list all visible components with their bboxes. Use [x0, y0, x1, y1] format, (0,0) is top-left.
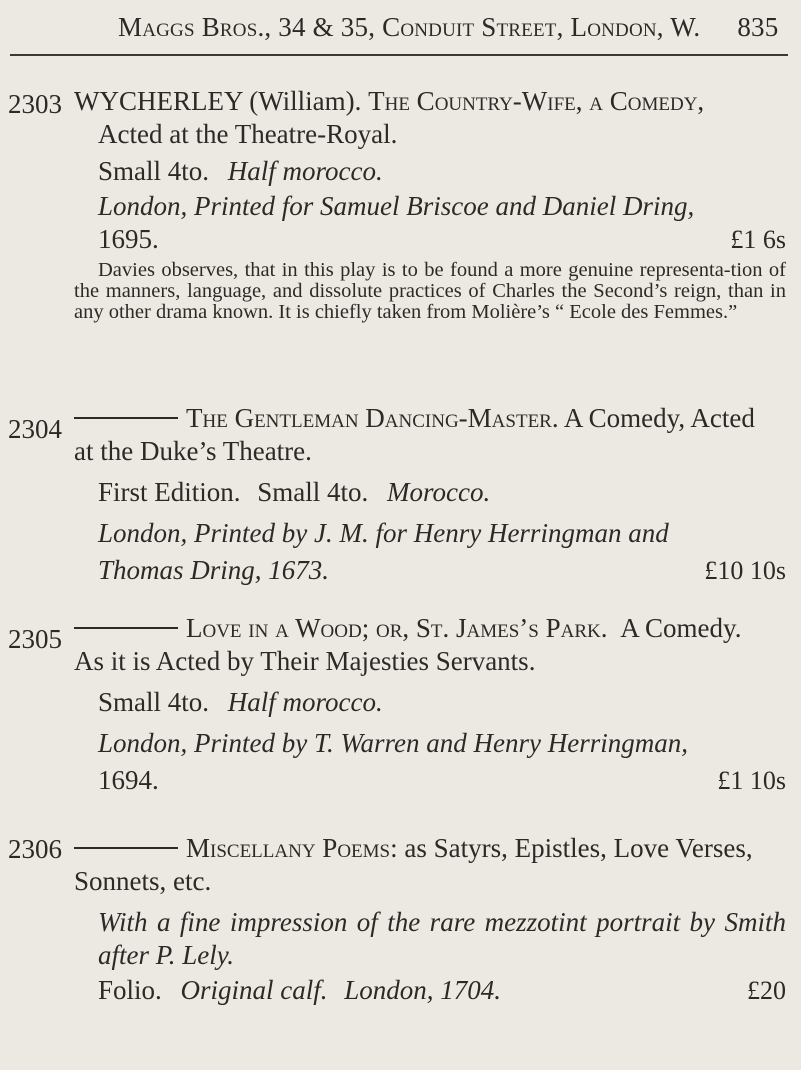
entry-binding: Original calf.: [180, 975, 328, 1005]
entry-title-main: Love in a Wood; or, St. James’s Park.: [186, 613, 608, 643]
entry-title: [74, 612, 786, 645]
entry-title-rest: A Comedy, Acted: [563, 403, 755, 433]
entry-title: [74, 85, 786, 118]
entry-price: £20: [747, 976, 786, 1005]
entry-title-cont: Acted at the Theatre-Royal.: [98, 119, 398, 149]
entry-year: 1694.: [98, 765, 159, 795]
entry-format: Small 4to.: [257, 477, 369, 507]
ditto-dash: [74, 847, 178, 849]
entry-format-line: [98, 686, 786, 719]
ditto-dash: [74, 627, 178, 629]
entry-binding: Half morocco.: [227, 687, 383, 717]
page-number: 835: [737, 12, 779, 42]
entry-binding: Half morocco.: [227, 156, 383, 186]
entry-imprint-row: [98, 764, 786, 797]
header-text: Maggs Bros., 34 & 35, Conduit Street, London, W.: [118, 12, 701, 42]
entry-number: 2305: [8, 624, 62, 654]
entry-format: Small 4to.: [98, 156, 210, 186]
entry-imprint: London, 1704.: [344, 975, 502, 1005]
entry-format: Small 4to.: [98, 687, 210, 717]
entry-format-line: [98, 476, 786, 509]
entry-number: 2306: [8, 834, 62, 864]
entry-title-cont: As it is Acted by Their Majesties Servants.: [74, 646, 536, 676]
entry-format-line: [98, 974, 501, 1007]
entry-note: Davies observes, that in this play is to be found a more genuine representa-tion of the manners, language, and dissolute practices of Charles the Second’s reign, than in any other drama known. It is chiefly taken from Molière’s “ Ecole des Femmes.”: [74, 259, 786, 323]
entry-title-rest: A Comedy.: [620, 613, 742, 643]
entry-title-main: The Gentleman Dancing-Master.: [186, 403, 559, 433]
entry-format-line: [98, 155, 786, 188]
entry-number: 2303: [8, 89, 62, 119]
entry-imprint: London, Printed by T. Warren and Henry Herringman,: [98, 728, 688, 758]
entry-imprint-row: [98, 554, 786, 587]
entry-title-cont: Sonnets, etc.: [74, 866, 212, 896]
entry-year: 1695.: [98, 224, 159, 254]
entry-binding: Morocco.: [387, 477, 491, 507]
entry-imprint: London, Printed for Samuel Briscoe and Daniel Dring,: [98, 191, 695, 221]
entry-edition: First Edition.: [98, 477, 241, 507]
header-rule: [10, 54, 788, 56]
entry-price: £1 10s: [717, 766, 786, 795]
ditto-dash: [74, 417, 178, 419]
entry-imprint-row: [98, 223, 786, 256]
running-header: [118, 12, 779, 43]
entry-price: £1 6s: [730, 225, 786, 254]
entry-title-cont: at the Duke’s Theatre.: [74, 436, 312, 466]
entry-title: [74, 402, 786, 435]
entry-title-main: Miscellany Poems:: [186, 833, 398, 863]
entry-format-row: [98, 974, 786, 1007]
entry-price: £10 10s: [704, 556, 786, 585]
entry-title: [74, 832, 786, 865]
entry-title-rest: as Satyrs, Epistles, Love Verses,: [404, 833, 753, 863]
entry-imprint: London, Printed by J. M. for Henry Herringman and: [98, 518, 669, 548]
entry-note: With a fine impression of the rare mezzotint portrait by Smith after P. Lely.: [98, 907, 786, 970]
entry-author: WYCHERLEY (William).: [74, 86, 362, 116]
entry-format: Folio.: [98, 975, 162, 1005]
entry-number: 2304: [8, 414, 62, 444]
entry-year: Thomas Dring, 1673.: [98, 555, 330, 585]
entry-title-main: The Country-Wife, a Comedy,: [368, 86, 705, 116]
